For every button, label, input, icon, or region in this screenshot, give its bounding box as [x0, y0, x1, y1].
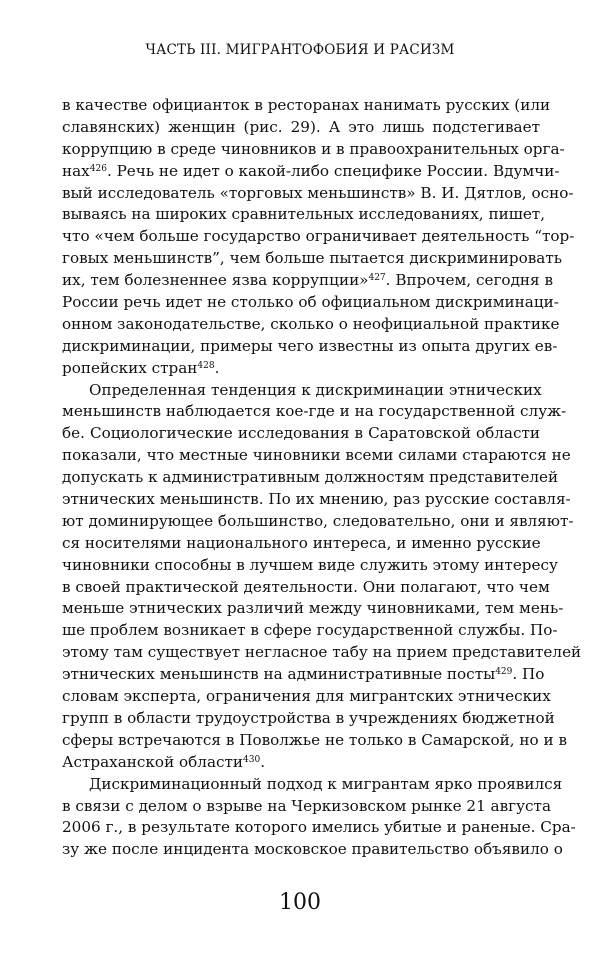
text-run: Астраханской области	[62, 752, 244, 771]
text-line	[62, 401, 567, 423]
text-line	[62, 336, 558, 358]
text-run: Определенная тенденция к дискриминации этнических	[89, 380, 542, 399]
text-line	[62, 248, 562, 270]
text-run: ропейских стран	[62, 358, 198, 377]
text-run: в связи с делом о взрыве на Черкизовском рынке 21 августа	[62, 796, 552, 815]
text-run: ся носителями национального интереса, и именно русские	[62, 533, 541, 552]
text-run: вываясь на широких сравнительных исследованиях, пишет,	[62, 205, 546, 224]
text-run: славянских) женщин (рис. 29). А это лишь подстегивает	[62, 117, 540, 136]
text-run: . По	[512, 665, 545, 684]
text-line	[62, 161, 560, 183]
paragraph	[62, 774, 576, 862]
text-run: в своей практической деятельности. Они полагают, что чем	[62, 577, 550, 596]
text-run: .	[260, 752, 266, 771]
text-line	[62, 686, 551, 708]
running-header: ЧАСТЬ III. МИГРАНТОФОБИЯ И РАСИЗМ	[145, 42, 455, 58]
text-run: коррупцию в среде чиновников и в правоохранительных орга-	[62, 139, 565, 158]
text-line	[62, 796, 552, 818]
text-run: вый исследователь «торговых меньшинств» В. И. Дятлов, осно-	[62, 183, 574, 202]
text-line	[62, 817, 576, 839]
text-line	[62, 314, 560, 336]
text-run: словам эксперта, ограничения для мигрантских этнических	[62, 687, 551, 706]
text-line	[62, 533, 540, 555]
text-line	[62, 620, 558, 642]
text-line	[62, 358, 540, 380]
text-run: допускать к административным должностям представителей	[62, 468, 559, 487]
text-line	[62, 730, 568, 752]
text-line	[62, 642, 582, 664]
text-run: групп в области трудоустройства в учреждениях бюджетной	[62, 708, 555, 727]
text-line	[62, 839, 563, 861]
text-line	[62, 139, 565, 161]
text-line	[62, 598, 564, 620]
text-run: меньшинств наблюдается кое-где и на государственной служ-	[62, 402, 567, 421]
text-line	[62, 423, 540, 445]
text-run: ют доминирующее большинство, следовательно, они и являют-	[62, 511, 574, 530]
text-line	[62, 270, 554, 292]
paragraph	[62, 95, 575, 380]
text-line	[62, 95, 551, 117]
text-line	[62, 380, 540, 402]
text-run: нах	[62, 161, 90, 180]
text-line	[62, 204, 546, 226]
text-run: говых меньшинств”, чем больше пытается дискриминировать	[62, 249, 562, 268]
text-run: их, тем болезненнее язва коррупции»	[62, 271, 369, 290]
text-run: меньше этнических различий между чиновниками, тем мень-	[62, 599, 564, 618]
footnote-marker: 430	[243, 754, 261, 765]
text-run: онном законодательстве, сколько о неофициальной практике	[62, 314, 560, 333]
text-run: ше проблем возникает в сфере государственной службы. По-	[62, 621, 558, 640]
text-run: . Речь не идет о какой-либо специфике России. Вдумчи-	[106, 161, 560, 180]
footnote-marker: 429	[495, 667, 513, 678]
page-number: 100	[279, 890, 321, 915]
footnote-marker: 426	[89, 163, 107, 174]
text-line	[62, 292, 559, 314]
text-run: что «чем больше государство ограничивает деятельность “тор-	[62, 227, 575, 246]
text-run: показали, что местные чиновники всеми силами стараются не	[62, 446, 571, 465]
text-line	[62, 226, 575, 248]
text-line	[62, 577, 550, 599]
text-line	[62, 752, 540, 774]
text-run: этому там существует негласное табу на прием представителей	[62, 643, 582, 662]
text-line	[62, 511, 574, 533]
text-line	[62, 664, 545, 686]
text-line	[62, 708, 555, 730]
footnote-marker: 428	[197, 360, 215, 371]
paragraph	[62, 380, 582, 774]
text-line	[62, 117, 540, 139]
text-run: .	[214, 358, 220, 377]
footnote-marker: 427	[368, 273, 386, 284]
text-run: этнических меньшинств на административные посты	[62, 665, 496, 684]
text-run: Дискриминационный подход к мигрантам ярко проявился	[89, 774, 563, 793]
text-run: чиновники способны в лучшем виде служить этому интересу	[62, 555, 558, 574]
text-run: зу же после инцидента московское правительство объявило о	[62, 840, 563, 859]
text-line	[62, 774, 563, 796]
text-run: . Впрочем, сегодня в	[385, 271, 554, 290]
text-run: дискриминации, примеры чего известны из опыта других ев-	[62, 336, 558, 355]
text-run: России речь идет не столько об официальном дискриминаци-	[62, 293, 559, 312]
text-line	[62, 489, 571, 511]
text-line	[62, 183, 574, 205]
body-text	[62, 95, 582, 861]
text-line	[62, 445, 571, 467]
text-run: в качестве официанток в ресторанах нанимать русских (или	[62, 96, 551, 114]
text-line	[62, 555, 558, 577]
text-line	[62, 467, 559, 489]
text-run: 2006 г., в результате которого имелись убитые и раненые. Сра-	[62, 818, 576, 837]
text-run: сферы встречаются в Поволжье не только в Самарской, но и в	[62, 730, 568, 749]
text-run: этнических меньшинств. По их мнению, раз русские составля-	[62, 490, 571, 509]
text-run: бе. Социологические исследования в Саратовской области	[62, 424, 540, 443]
